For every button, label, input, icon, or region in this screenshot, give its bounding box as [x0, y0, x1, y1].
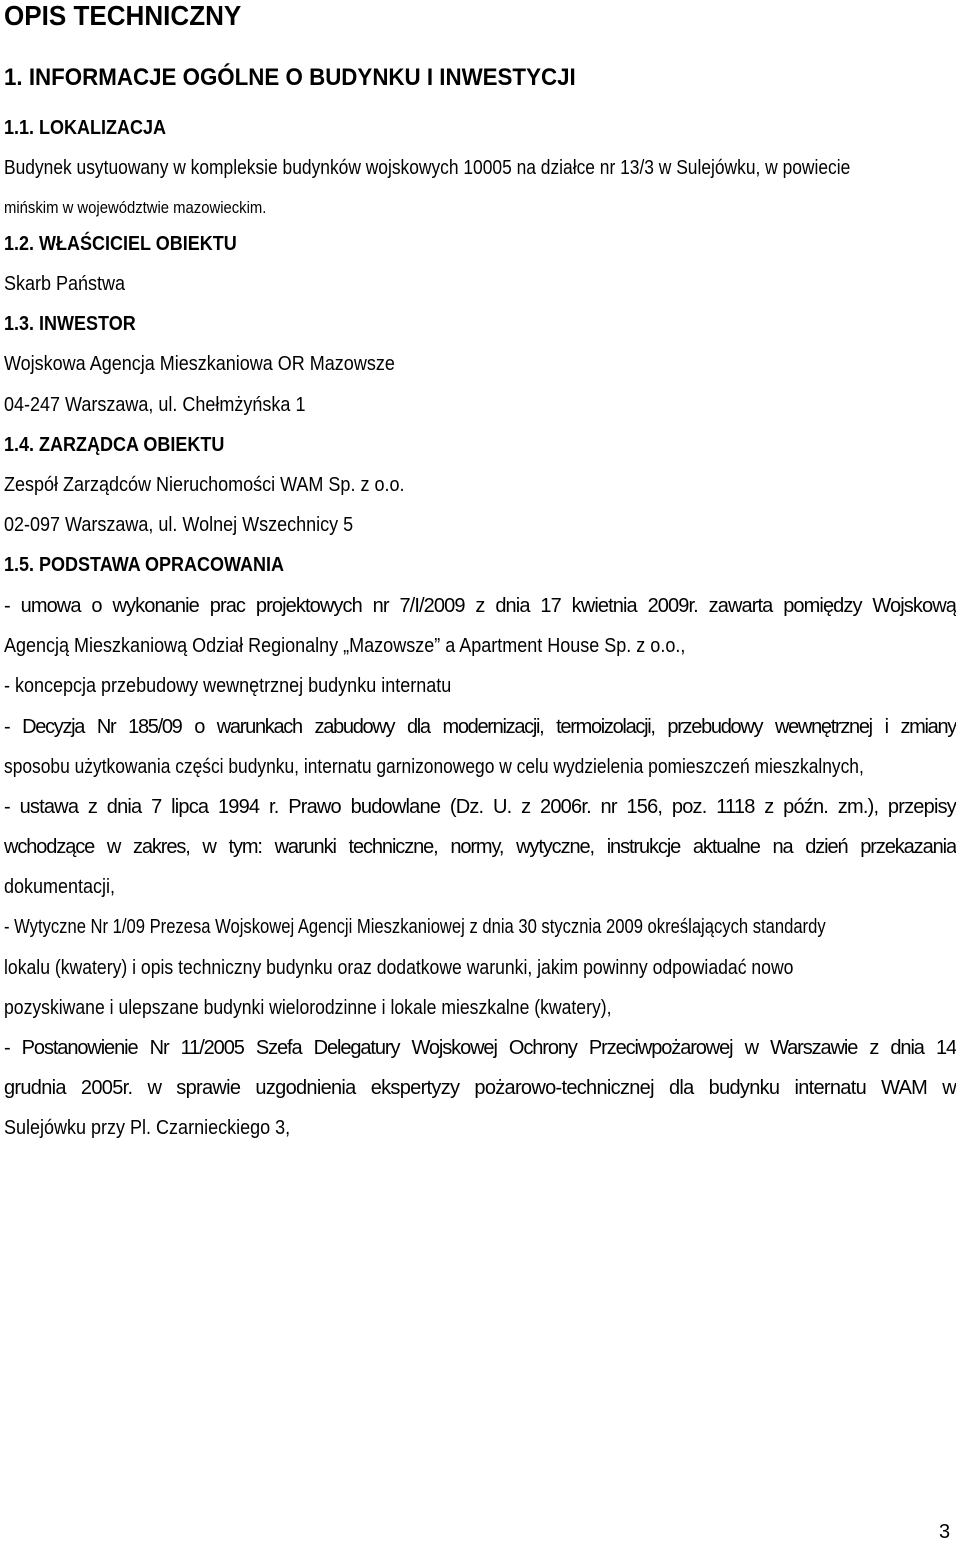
wlasciciel-text: [4, 272, 139, 296]
document-title-text: OPIS TECHNICZNY: [4, 0, 242, 31]
inwestor-line-1: [4, 352, 438, 376]
podstawa-line-10-text: lokalu (kwatery) i opis techniczny budynku oraz dodatkowe warunki, jakim powinny odpowiadać nowo: [4, 957, 794, 979]
lokalizacja-line-1-text: Budynek usytuowany w kompleksie budynków wojskowych 10005 na działce nr 13/3 w Sulejówku, w powiecie: [4, 157, 851, 179]
podstawa-line-4-text: - Decyzja Nr 185/09 o warunkach zabudowy dla modernizacji, termoizolacji, przebudowy wewnętrznej i zmiany: [4, 716, 956, 738]
subsection-heading-zarzadca: [4, 433, 249, 457]
subsection-heading-wlasciciel-text: 1.2. WŁAŚCICIEL OBIEKTU: [4, 233, 237, 255]
podstawa-line-10: [4, 956, 901, 980]
subsection-heading-inwestor-text: 1.3. INWESTOR: [4, 313, 136, 335]
zarzadca-line-2: [4, 513, 392, 537]
podstawa-line-9: [4, 915, 960, 939]
podstawa-line-5: [4, 755, 960, 779]
podstawa-line-6: [4, 795, 956, 821]
podstawa-line-1-text: - umowa o wykonanie prac projektowych nr 7/I/2009 z dnia 17 kwietnia 2009r. zawarta pomiędzy Wojskową: [4, 595, 956, 617]
inwestor-line-2: [4, 393, 339, 417]
subsection-heading-lokalizacja-text: 1.1. LOKALIZACJA: [4, 117, 167, 139]
page-number: 3: [939, 1521, 951, 1543]
subsection-heading-zarzadca-text: 1.4. ZARZĄDCA OBIEKTU: [4, 434, 225, 456]
document-title: [4, 0, 259, 32]
podstawa-line-8: [4, 875, 127, 899]
podstawa-line-12-text: - Postanowienie Nr 11/2005 Szefa Delegatury Wojskowej Ochrony Przeciwpożarowej w Warszawie z dnia 14: [4, 1037, 956, 1059]
inwestor-line-2-text: 04-247 Warszawa, ul. Chełmżyńska 1: [4, 394, 306, 416]
podstawa-line-12: [4, 1036, 956, 1062]
podstawa-line-5-text: sposobu użytkowania części budynku, internatu garnizonowego w celu wydzielenia pomieszczeń mieszkalnych,: [4, 756, 864, 778]
podstawa-line-14-text: Sulejówku przy Pl. Czarnieckiego 3,: [4, 1117, 291, 1139]
lokalizacja-line-2: [4, 196, 296, 220]
podstawa-line-9-text: - Wytyczne Nr 1/09 Prezesa Wojskowej Agencji Mieszkaniowej z dnia 30 stycznia 2009 określających standardy: [4, 916, 826, 938]
podstawa-line-11-text: pozyskiwane i ulepszane budynki wielorodzinne i lokale mieszkalne (kwatery),: [4, 997, 612, 1019]
podstawa-line-7: [4, 835, 956, 861]
subsection-heading-podstawa-text: 1.5. PODSTAWA OPRACOWANIA: [4, 554, 285, 576]
podstawa-line-4: [4, 715, 956, 741]
inwestor-line-1-text: Wojskowa Agencja Mieszkaniowa OR Mazowsze: [4, 353, 395, 375]
podstawa-line-14: [4, 1116, 322, 1140]
subsection-heading-wlasciciel: [4, 232, 263, 256]
zarzadca-line-2-text: 02-097 Warszawa, ul. Wolnej Wszechnicy 5: [4, 514, 354, 536]
podstawa-line-13: [4, 1076, 956, 1102]
section-heading-1-text: 1. INFORMACJE OGÓLNE O BUDYNKU I INWESTYCJI: [4, 64, 576, 91]
podstawa-line-11: [4, 996, 694, 1020]
podstawa-line-1: [4, 594, 956, 620]
section-heading-1: [4, 64, 619, 92]
wlasciciel-text-content: Skarb Państwa: [4, 273, 126, 295]
podstawa-line-6-text: - ustawa z dnia 7 lipca 1994 r. Prawo budowlane (Dz. U. z 2006r. nr 156, poz. 1118 z późn. zm.), przepisy: [4, 796, 956, 818]
podstawa-line-3: [4, 674, 501, 698]
podstawa-line-2: [4, 634, 761, 658]
podstawa-line-13-text: grudnia 2005r. w sprawie uzgodnienia ekspertyzy pożarowo-technicznej dla budynku internatu WAM w: [4, 1077, 956, 1099]
subsection-heading-lokalizacja: [4, 116, 184, 140]
podstawa-line-8-text: dokumentacji,: [4, 876, 116, 898]
podstawa-line-3-text: - koncepcja przebudowy wewnętrznej budynku internatu: [4, 675, 452, 697]
zarzadca-line-1-text: Zespół Zarządców Nieruchomości WAM Sp. z o.o.: [4, 474, 405, 496]
zarzadca-line-1: [4, 473, 449, 497]
podstawa-line-2-text: Agencją Mieszkaniową Odział Regionalny „Mazowsze” a Apartment House Sp. z o.o.,: [4, 635, 686, 657]
lokalizacja-line-2-text: mińskim w województwie mazowieckim.: [4, 199, 267, 217]
podstawa-line-7-text: wchodzące w zakres, w tym: warunki techniczne, normy, wytyczne, instrukcje aktualne na dzień przekazania: [4, 836, 956, 858]
lokalizacja-line-1: [4, 156, 960, 180]
subsection-heading-inwestor: [4, 312, 150, 336]
subsection-heading-podstawa: [4, 553, 315, 577]
